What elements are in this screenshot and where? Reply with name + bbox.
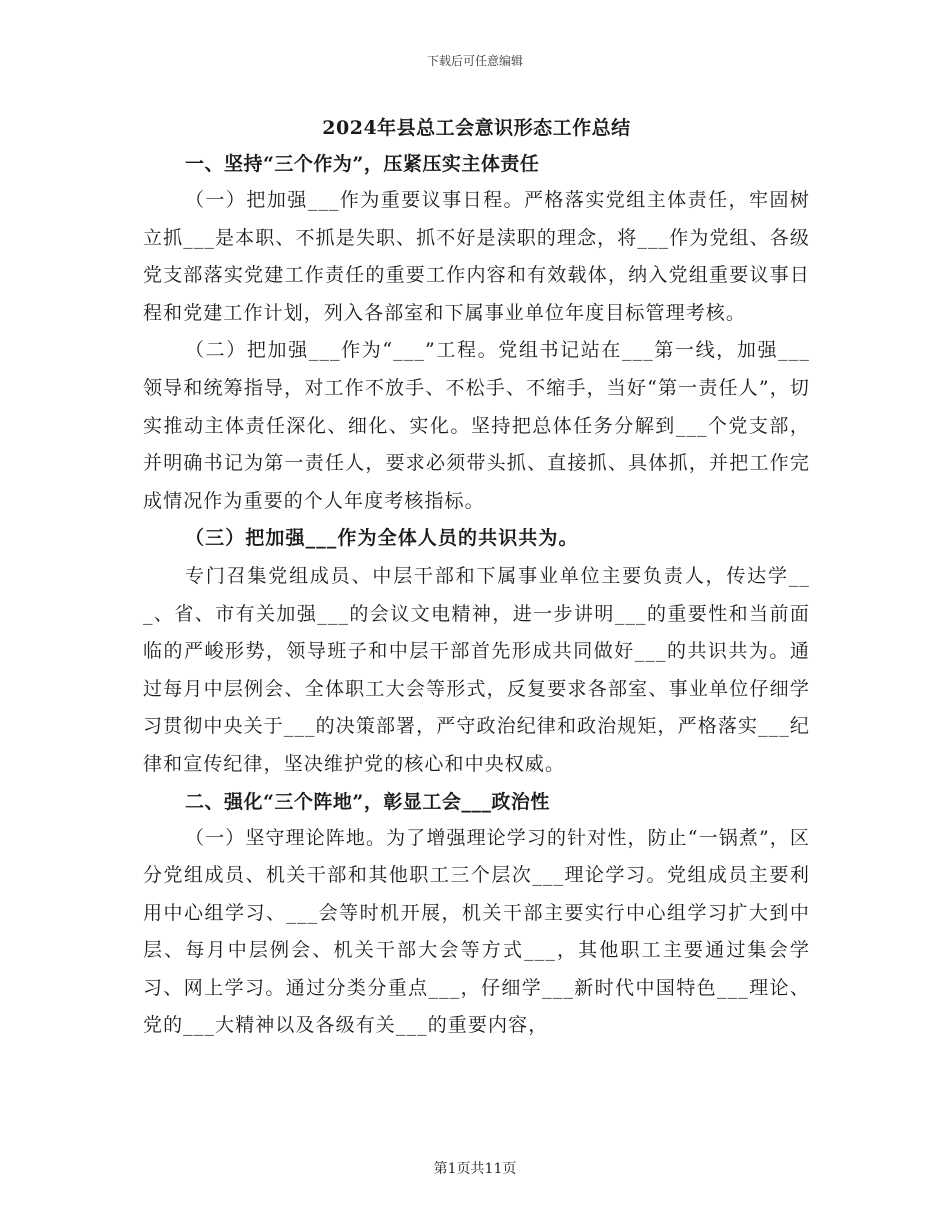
paragraph: （一）坚守理论阵地。为了增强理论学习的针对性，防止“一锅煮”，区分党组成员、机关干部和其他职工三个层次___理论学习。党组成员主要利用中心组学习、___会等时机开展，机关干部主要实行中心组学习扩大到中层、每月中层例会、机关干部大会等方式___，其他职工主要通过集会学习、网上学习。通过分类分重点___，仔细学___新时代中国特色___理论、党的___大精神以及各级有关___的重要内容， [143, 826, 810, 1037]
document-body [143, 110, 810, 1045]
paragraph: （二）把加强___作为“___”工程。党组书记站在___第一线，加强___领导和统筹指导，对工作不放手、不松手、不缩手，当好“第一责任人”，切实推动主体责任深化、细化、实化。坚持把总体任务分解到___个党支部，并明确书记为第一责任人，要求必须带头抓、直接抓、具体抓，并把工作完成情况作为重要的个人年度考核指标。 [143, 339, 810, 512]
section-heading-1: 一、坚持“三个作为”，压紧压实主体责任 [185, 153, 540, 175]
paragraph: （一）把加强___作为重要议事日程。严格落实党组主体责任，牢固树立抓___是本职、不抓是失职、抓不好是渎职的理念，将___作为党组、各级党支部落实党建工作责任的重要工作内容和有效载体，纳入党组重要议事日程和党建工作计划，列入各部室和下属事业单位年度目标管理考核。 [143, 189, 810, 324]
section-heading-2: 二、强化“三个阵地”，彰显工会___政治性 [185, 790, 550, 813]
header-note: 下载后可任意编辑 [426, 54, 523, 68]
page-footer: 第1页共11页 [433, 1161, 517, 1177]
document-title: 2024年县总工会意识形态工作总结 [322, 117, 631, 139]
paragraph: 专门召集党组成员、中层干部和下属事业单位主要负责人，传达学___、省、市有关加强___的会议文电精神，进一步讲明___的重要性和当前面临的严峻形势，领导班子和中层干部首先形成共同做好___的共识共为。通过每月中层例会、全体职工大会等形式，反复要求各部室、事业单位仔细学习贯彻中央关于___的决策部署，严守政治纪律和政治规矩，严格落实___纪律和宣传纪律，坚决维护党的核心和中央权威。 [143, 564, 810, 775]
subheading-3: （三）把加强___作为全体人员的共识共为。 [185, 527, 579, 550]
